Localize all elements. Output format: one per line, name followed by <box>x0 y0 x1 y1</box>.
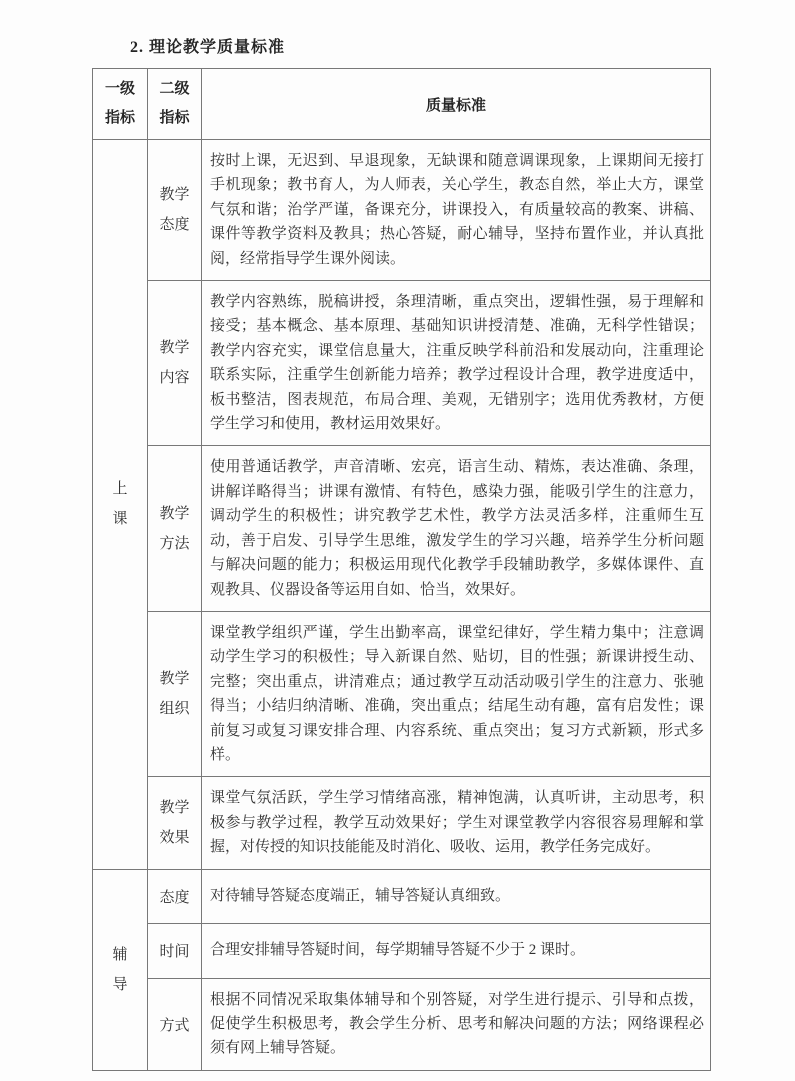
level2-label: 时间 <box>159 944 190 961</box>
standard-cell: 课堂气氛活跃，学生学习情绪高涨，精神饱满，认真听讲，主动思考，积极参与教学过程，教学互动效果好；学生对课堂教学内容很容易理解和掌握，对传授的知识技能能及时消化、吸收、运用，教学任务完成好。 <box>202 777 711 869</box>
level2-cell <box>148 978 202 1070</box>
header-quality-standard: 质量标准 <box>202 69 711 140</box>
standard-cell: 合理安排辅导答疑时间，每学期辅导答疑不少于 2 课时。 <box>202 923 711 978</box>
table-row <box>93 611 711 776</box>
standard-cell: 对待辅导答疑态度端正，辅导答疑认真细致。 <box>202 869 711 923</box>
level1-label: 辅导 <box>112 946 128 993</box>
level2-cell <box>148 281 202 446</box>
level2-cell <box>148 140 202 281</box>
level2-cell <box>148 869 202 923</box>
quality-standard-table <box>92 68 711 1071</box>
header-level2-indicator <box>148 69 202 140</box>
level2-label: 教学态度 <box>159 187 190 234</box>
level1-cell-fudao <box>93 869 148 1070</box>
table-row <box>93 446 711 611</box>
standard-cell: 按时上课，无迟到、早退现象，无缺课和随意调课现象，上课期间无接打手机现象；教书育人，为人师表，关心学生，教态自然，举止大方，课堂气氛和谐；治学严谨，备课充分，讲课投入，有质量较高的教案、讲稿、课件等教学资料及教具；热心答疑，耐心辅导，坚持布置作业，并认真批阅，经常指导学生课外阅读。 <box>202 140 711 281</box>
header-level1-label: 一级指标 <box>104 81 135 126</box>
table-row <box>93 923 711 978</box>
level2-label: 方式 <box>159 1017 190 1034</box>
table-row <box>93 978 711 1070</box>
level2-label: 教学方法 <box>159 505 190 552</box>
level2-label: 教学组织 <box>159 671 190 718</box>
table-row <box>93 869 711 923</box>
level2-cell <box>148 923 202 978</box>
level1-cell-shangke <box>93 140 148 870</box>
level2-label: 教学内容 <box>159 340 190 387</box>
standard-cell: 课堂教学组织严谨，学生出勤率高，课堂纪律好，学生精力集中；注意调动学生学习的积极性；导入新课自然、贴切，目的性强；新课讲授生动、完整；突出重点，讲清难点；通过教学互动活动吸引学生的注意力、张驰得当；小结归纳清晰、准确，突出重点；结尾生动有趣，富有启发性；课前复习或复习课安排合理、内容系统、重点突出；复习方式新颖，形式多样。 <box>202 611 711 776</box>
header-level2-label: 二级指标 <box>159 81 190 126</box>
header-level1-indicator <box>93 69 148 140</box>
standard-cell: 教学内容熟练，脱稿讲授，条理清晰，重点突出，逻辑性强，易于理解和接受；基本概念、基本原理、基础知识讲授清楚、准确，无科学性错误；教学内容充实，课堂信息量大，注重反映学科前沿和发展动向，注重理论联系实际，注重学生创新能力培养；教学过程设计合理，教学进度适中，板书整洁，图表规范，布局合理、美观，无错别字；选用优秀教材，方便学生学习和使用，教材运用效果好。 <box>202 281 711 446</box>
standard-cell: 根据不同情况采取集体辅导和个别答疑，对学生进行提示、引导和点拨，促使学生积极思考，教会学生分析、思考和解决问题的方法；网络课程必须有网上辅导答疑。 <box>202 978 711 1070</box>
level2-label: 教学效果 <box>159 799 190 846</box>
level2-cell <box>148 446 202 611</box>
level2-cell <box>148 611 202 776</box>
table-row <box>93 777 711 869</box>
level2-label: 态度 <box>159 889 190 906</box>
table-row <box>93 140 711 281</box>
level2-cell <box>148 777 202 869</box>
document-title: 2. 理论教学质量标准 <box>130 39 286 56</box>
table-row <box>93 281 711 446</box>
table-header-row <box>93 69 711 140</box>
level1-label: 上课 <box>112 481 128 528</box>
standard-cell: 使用普通话教学，声音清晰、宏亮，语言生动、精炼，表达准确、条理，讲解详略得当；讲课有激情、有特色，感染力强，能吸引学生的注意力，调动学生的积极性；讲究教学艺术性，教学方法灵活多样，注重师生互动，善于启发、引导学生思维，激发学生的学习兴趣，培养学生分析问题与解决问题的能力；积极运用现代化教学手段辅助教学，多媒体课件、直观教具、仪器设备等运用自如、恰当，效果好。 <box>202 446 711 611</box>
